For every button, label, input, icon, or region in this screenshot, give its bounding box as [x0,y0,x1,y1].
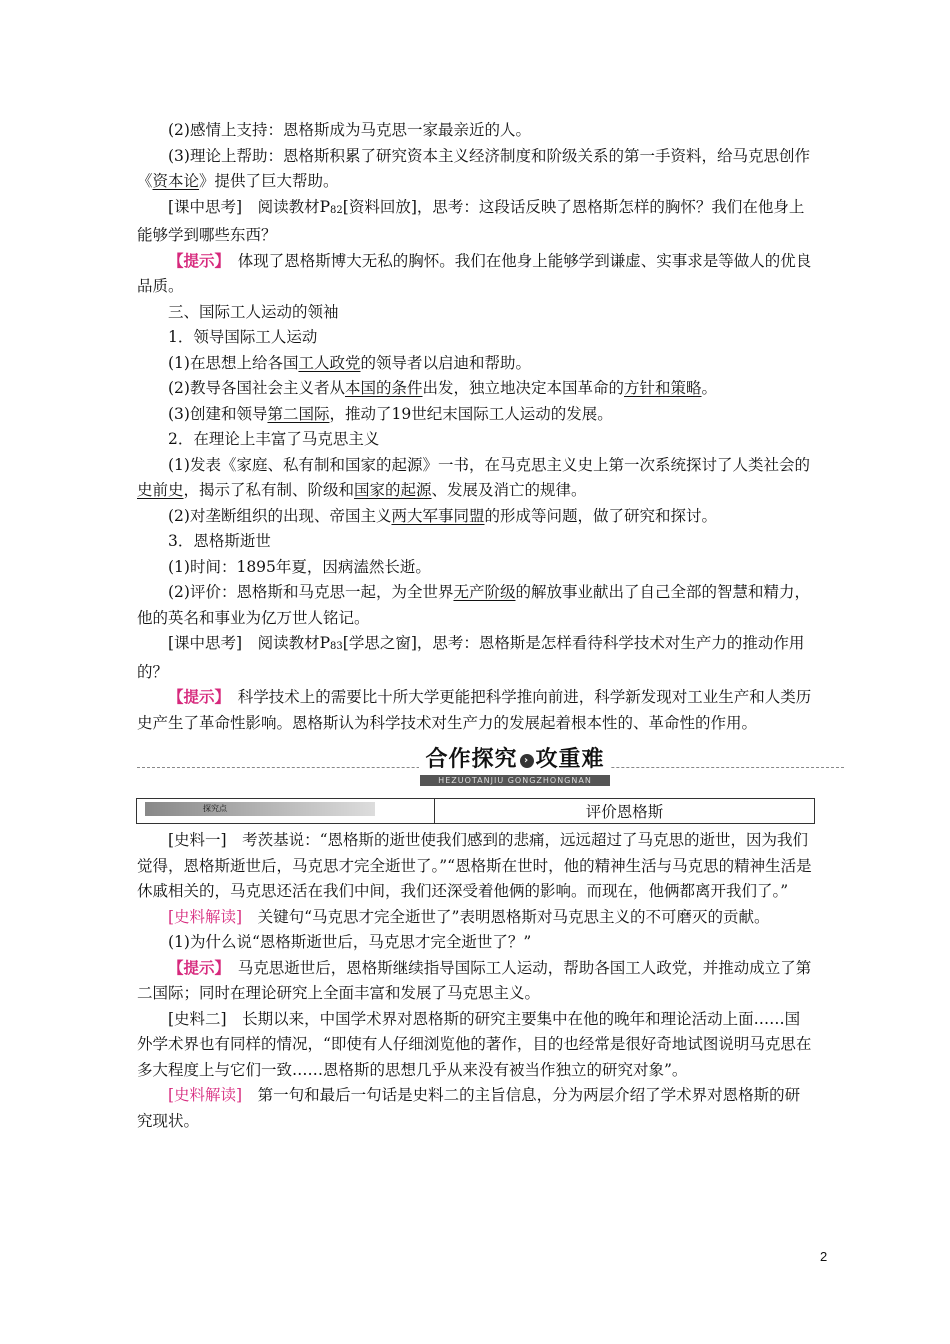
section-heading-leader: 三、国际工人运动的领袖 [168,302,339,321]
subheading-theory: 2．在理论上丰富了马克思主义 [168,430,380,448]
paragraph-theory-help: (3)理论上帮助：恩格斯积累了研究资本主义经济制度和阶级关系的第一手资料，给马克思创作《资本论》提供了巨大帮助。 [137,146,810,190]
hint-label: 【提示】 [168,251,223,270]
topic-tag: 探究点 [145,802,375,816]
banner-title-right: 攻重难 [535,747,605,772]
question-1: (1)为什么说“恩格斯逝世后，马克思才完全逝世了？” [168,933,532,951]
hint-label: 【提示】 [168,688,223,706]
reading-label: [史料解读] [168,907,243,926]
underlined-term: 无产阶级 [453,583,516,601]
item-a3: (3)创建和领导第二国际，推动了19世纪末国际工人运动的发展。 [168,404,613,423]
hint-paragraph-2: 【提示】 科学技术上的需要比十所大学更能把科学推向前进，科学新发现对工业生产和人类历史产生了革命性影响。恩格斯认为科学技术对生产力的发展起着根本性的、革命性的作用。 [137,688,812,732]
banner-pinyin: HEZUOTANJIU GONGZHONGNAN [420,775,610,786]
underlined-term: 史前史 [137,481,184,499]
hint-label: 【提示】 [168,958,223,977]
item-c1: (1)时间：1895年夏，因病溘然长逝。 [168,557,431,576]
subheading-death: 3．恩格斯逝世 [168,532,271,550]
reading-1: [史料解读] 关键句“马克思才完全逝世了”表明恩格斯对马克思主义的不可磨灭的贡献。 [168,907,770,926]
section-banner [137,740,814,796]
banner-title-left: 合作探究 [425,747,518,772]
underlined-term: 方针和策略 [624,379,702,397]
subheading-lead-movement: 1．领导国际工人运动 [168,328,318,346]
underlined-term: 资本论 [152,172,200,190]
underlined-term: 第二国际 [267,404,330,423]
topic-row [137,799,815,824]
arrow-icon: › [520,754,534,768]
class-thinking-question-1: [课中思考] 阅读教材$P_{82}$[资料回放]，思考：这段话反映了恩格斯怎样的胸怀？我们在他身上能够学到哪些东西？ [137,197,805,244]
underlined-term: 两大军事同盟 [391,506,485,525]
topic-tag-cell [137,799,435,824]
item-b2: (2)对垄断组织的出现、帝国主义两大军事同盟的形成等问题，做了研究和探讨。 [168,506,717,525]
item-a2: (2)教导各国社会主义者从本国的条件出发，独立地决定本国革命的方针和策略。 [168,379,718,397]
reading-2: [史料解读] 第一句和最后一句话是史料二的主旨信息，分为两层介绍了学术界对恩格斯的研究现状。 [137,1086,801,1130]
item-c2: (2)评价：恩格斯和马克思一起，为全世界无产阶级的解放事业献出了自己全部的智慧和精力，他的英名和事业为亿万世人铭记。 [137,583,810,627]
underlined-term: 工人政党 [298,353,361,372]
topic-title: 评价恩格斯 [435,799,815,824]
class-thinking-question-2: [课中思考] 阅读教材$P_{83}$[学思之窗]，思考：恩格斯是怎样看待科学技术对生产力的推动作用的？ [137,634,805,681]
topic-table [136,798,815,824]
banner-title-box [405,742,625,785]
hint-paragraph-1: 【提示】 体现了恩格斯博大无私的胸怀。我们在他身上能够学到谦虚、实事求是等做人的优良品质。 [137,251,812,295]
document-body [137,118,814,1134]
reading-label: [史料解读] [168,1086,243,1104]
material-2: [史料二] 长期以来，中国学术界对恩格斯的研究主要集中在他的晚年和理论活动上面……国外学术界也有同样的情况，“即使有人仔细浏览他的著作，目的也经常是很好奇地试图说明马克思在多大程度上与它们一致……恩格斯的思想几乎从来没有被当作独立的研究对象”。 [137,1009,812,1079]
material-1: [史料一] 考茨基说：“恩格斯的逝世使我们感到的悲痛，远远超过了马克思的逝世，因为我们觉得，恩格斯逝世后，马克思才完全逝世了。”“恩格斯在世时，他的精神生活与马克思的精神生活是休戚相关的，马克思还活在我们中间，我们还深受着他俩的影响。而现在，他俩都离开我们了。” [137,831,812,900]
hint-paragraph-3: 【提示】 马克思逝世后，恩格斯继续指导国际工人运动，帮助各国工人政党，并推动成立了第二国际；同时在理论研究上全面丰富和发展了马克思主义。 [137,958,812,1002]
item-b1: (1)发表《家庭、私有制和国家的起源》一书，在马克思主义史上第一次系统探讨了人类社会的史前史，揭示了私有制、阶级和国家的起源、发展及消亡的规律。 [137,455,810,499]
paragraph-emotional-support: (2)感情上支持：恩格斯成为马克思一家最亲近的人。 [168,121,531,139]
underlined-term: 本国的条件 [344,379,423,397]
underlined-term: 国家的起源 [354,481,432,499]
page-number: 2 [820,1249,828,1264]
item-a1: (1)在思想上给各国工人政党的领导者以启迪和帮助。 [168,353,531,372]
